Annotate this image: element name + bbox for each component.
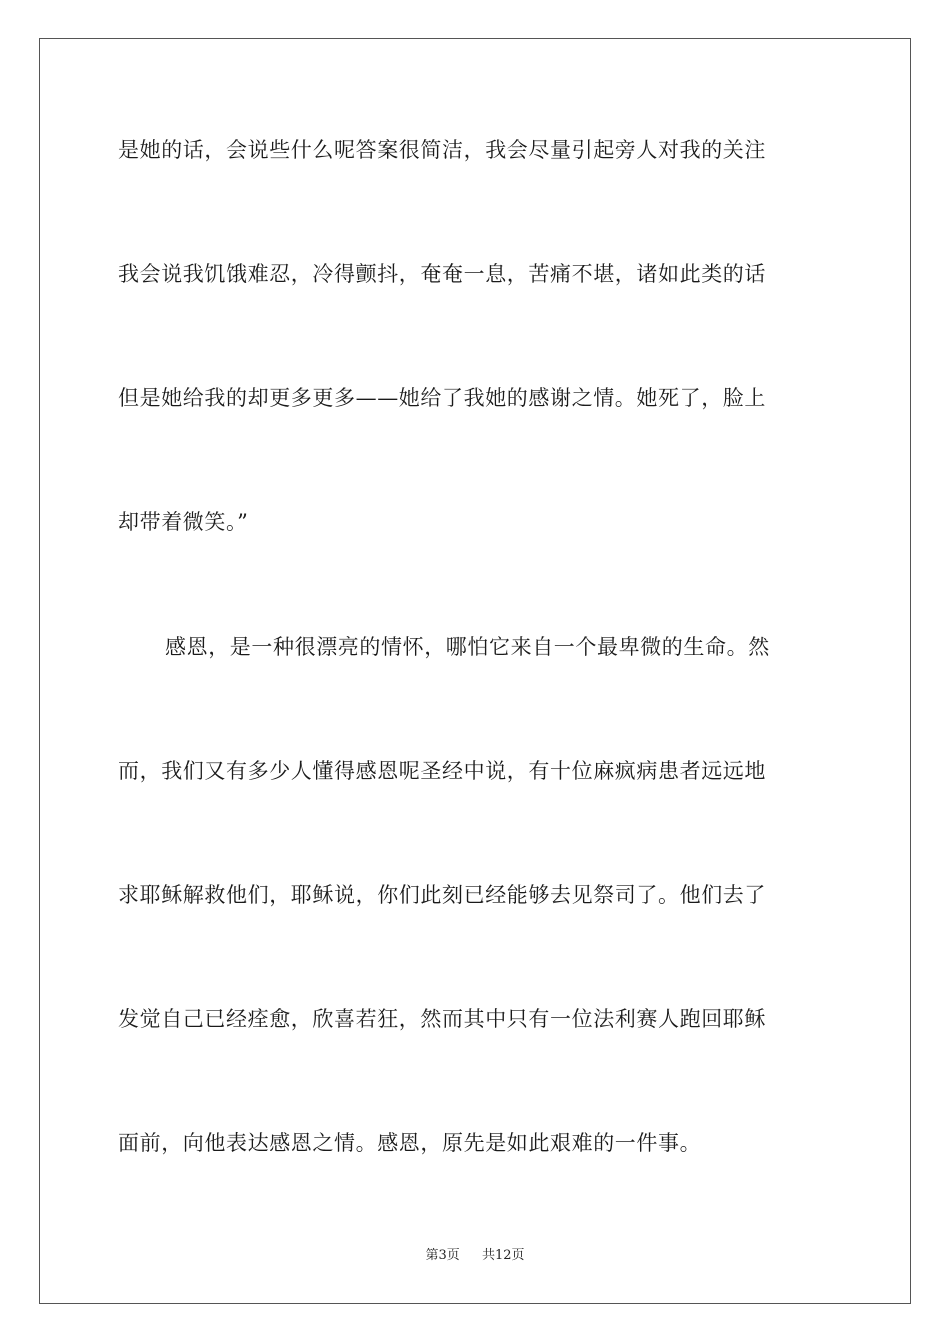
text-line-9: 面前，向他表达感恩之情。感恩，原先是如此艰难的一件事。 [118,1131,702,1155]
page-total: 共12页 [482,1248,525,1263]
text-line-5-paragraph-start: 感恩，是一种很漂亮的情怀，哪怕它来自一个最卑微的生命。然 [165,635,770,659]
text-line-2: 我会说我饥饿难忍，冷得颤抖，奄奄一息，苦痛不堪，诸如此类的话 [118,262,766,286]
text-line-7: 求耶稣解救他们，耶稣说，你们此刻已经能够去见祭司了。他们去了 [118,883,766,907]
text-line-8: 发觉自己已经痊愈，欣喜若狂，然而其中只有一位法利赛人跑回耶稣 [118,1007,766,1031]
text-line-6: 而，我们又有多少人懂得感恩呢圣经中说，有十位麻疯病患者远远地 [118,759,766,783]
text-line-3: 但是她给我的却更多更多——她给了我她的感谢之情。她死了，脸上 [118,386,766,410]
page-number: 第3页 [425,1248,460,1263]
text-line-1: 是她的话，会说些什么呢答案很简洁，我会尽量引起旁人对我的关注 [118,138,766,162]
page-border [39,38,911,1304]
page-footer [0,1247,950,1265]
text-line-4: 却带着微笑。” [118,510,249,534]
